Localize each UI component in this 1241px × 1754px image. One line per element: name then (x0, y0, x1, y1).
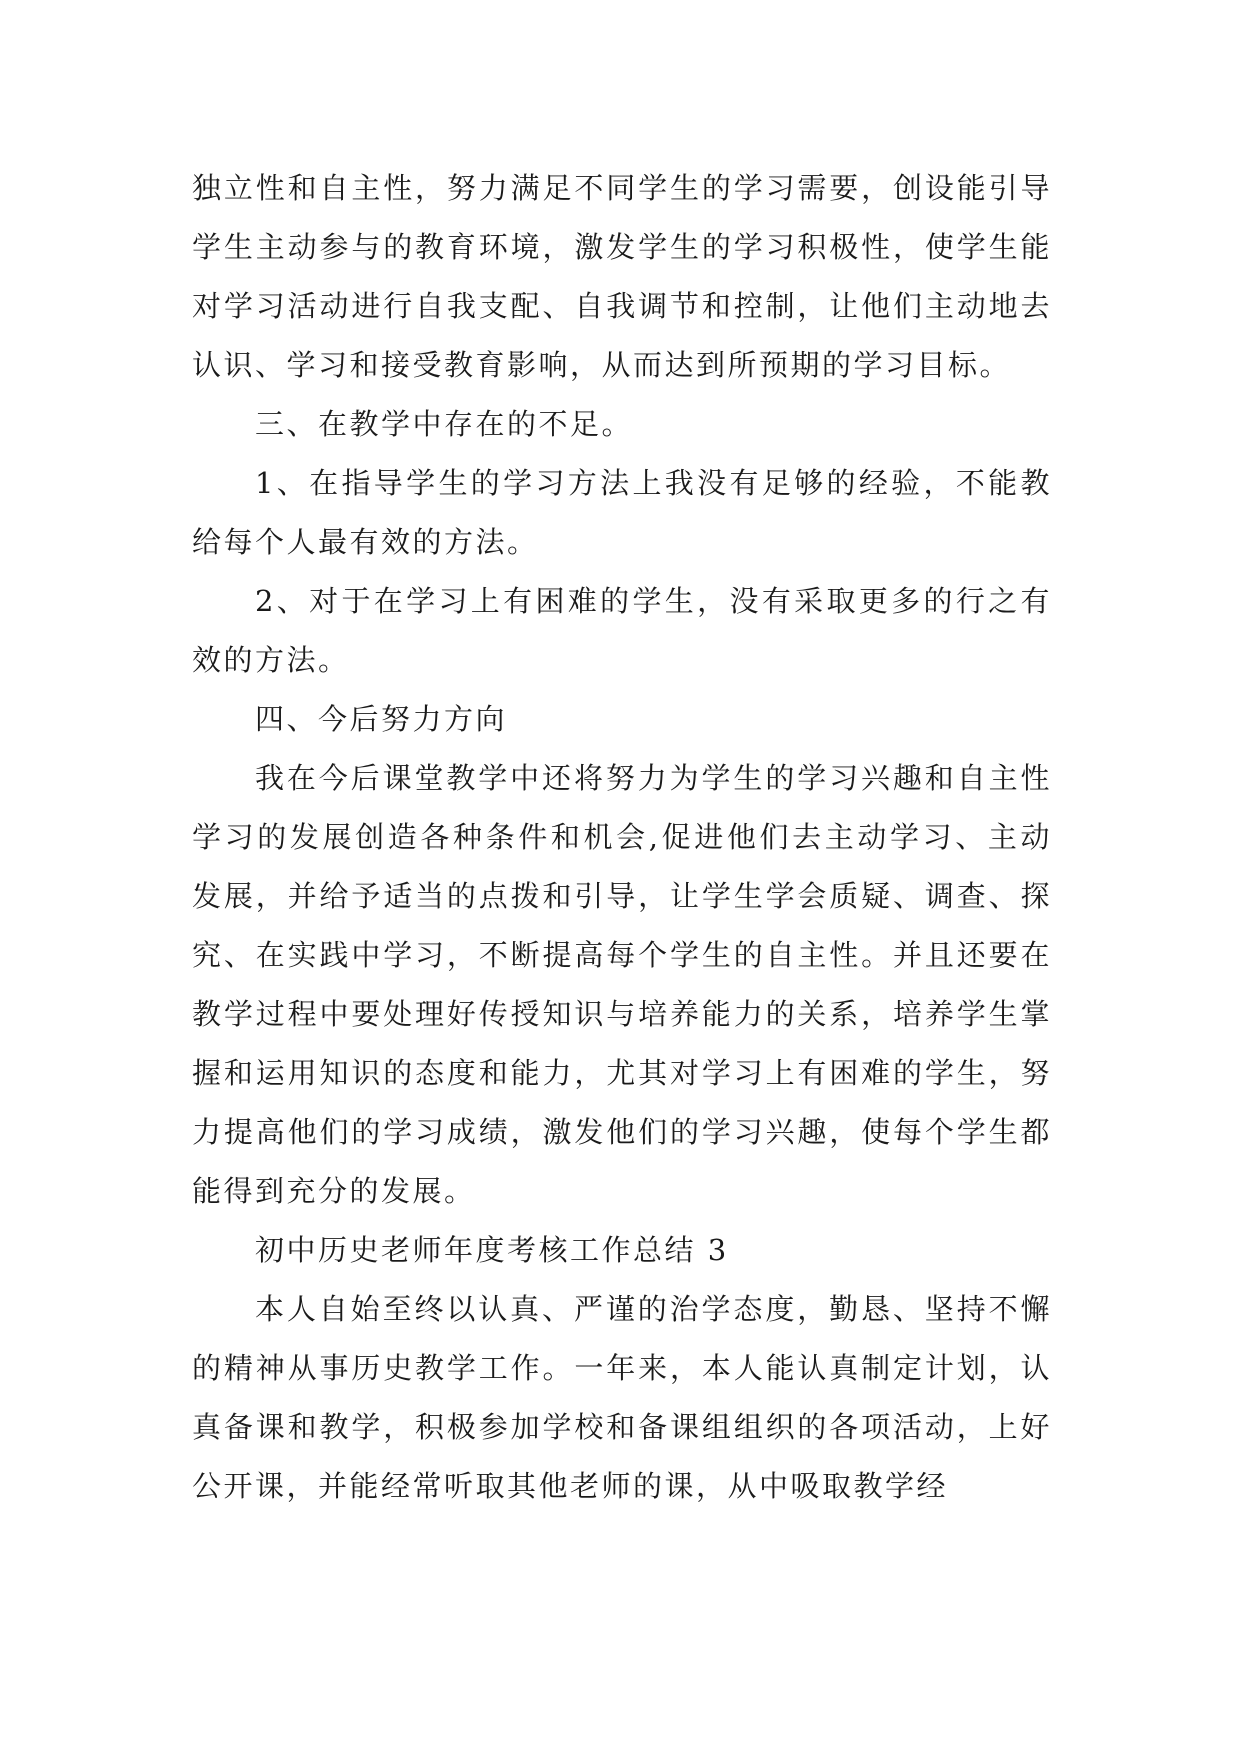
document-subtitle: 初中历史老师年度考核工作总结 3 (255, 1233, 729, 1267)
document-body (192, 159, 1052, 1516)
paragraph-summary-3: 本人自始至终以认真、严谨的治学态度，勤恳、坚持不懈的精神从事历史教学工作。一年来，本人能认真制定计划，认真备课和教学，积极参加学校和备课组组织的各项活动，上好公开课，并能经常听取其他老师的课，从中吸取教学经 (192, 1292, 1052, 1503)
list-item-2: 2、对于在学习上有困难的学生，没有采取更多的行之有效的方法。 (192, 584, 1052, 677)
section-heading-future-direction: 四、今后努力方向 (255, 702, 508, 736)
list-item-1: 1、在指导学生的学习方法上我没有足够的经验，不能教给每个人最有效的方法。 (192, 466, 1052, 559)
section-heading-shortcomings: 三、在教学中存在的不足。 (255, 407, 634, 441)
paragraph-future-plan: 我在今后课堂教学中还将努力为学生的学习兴趣和自主性学习的发展创造各种条件和机会,促进他们去主动学习、主动发展，并给予适当的点拨和引导，让学生学会质疑、调查、探究、在实践中学习，不断提高每个学生的自主性。并且还要在教学过程中要处理好传授知识与培养能力的关系，培养学生掌握和运用知识的态度和能力，尤其对学习上有困难的学生，努力提高他们的学习成绩，激发他们的学习兴趣，使每个学生都能得到充分的发展。 (192, 761, 1052, 1208)
paragraph-continued-text: 独立性和自主性，努力满足不同学生的学习需要，创设能引导学生主动参与的教育环境，激发学生的学习积极性，使学生能对学习活动进行自我支配、自我调节和控制，让他们主动地去认识、学习和接受教育影响，从而达到所预期的学习目标。 (192, 171, 1052, 382)
